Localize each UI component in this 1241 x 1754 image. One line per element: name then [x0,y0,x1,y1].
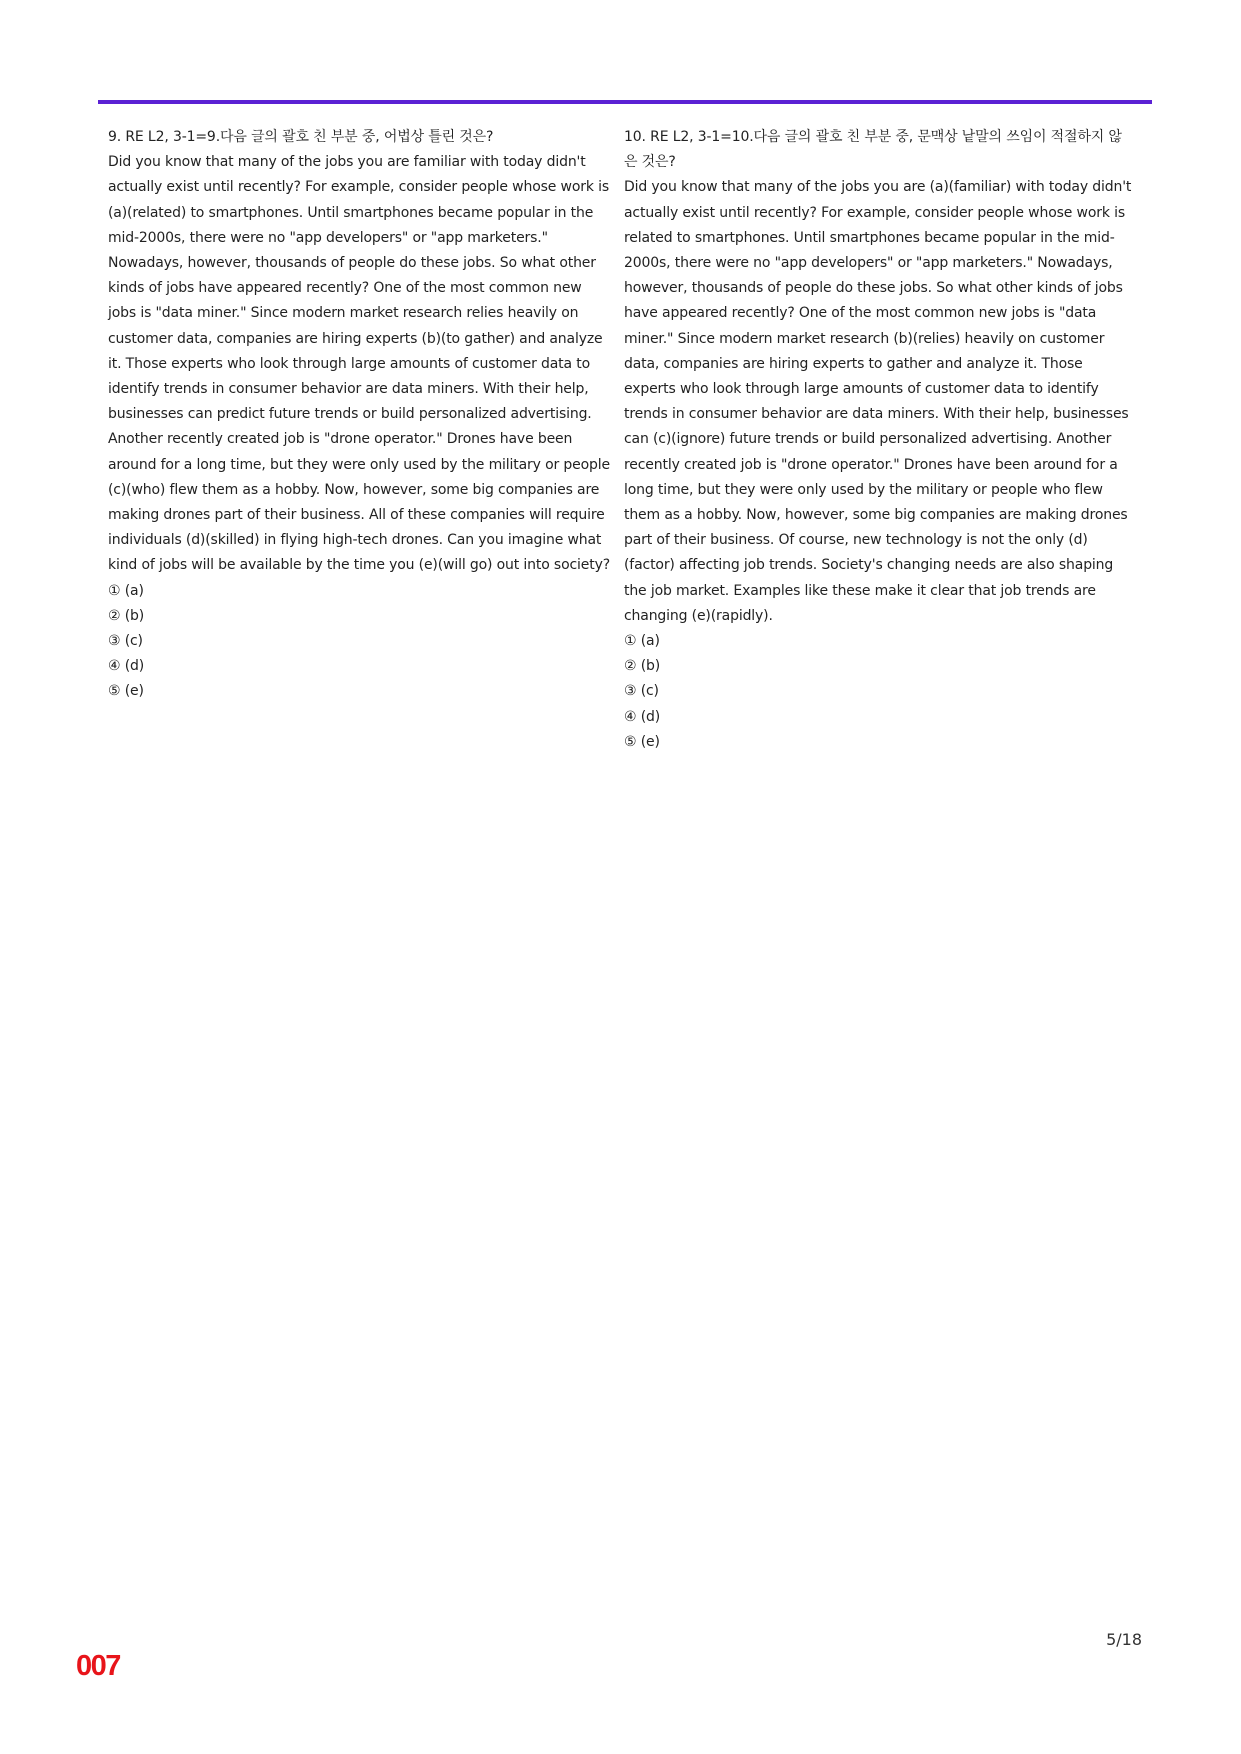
choice-option[interactable]: ④ (d) [108,658,145,675]
choice-option[interactable]: ① (a) [108,582,144,599]
question-9-choices [108,579,613,705]
question-10 [624,125,1134,755]
choice-option[interactable]: ① (a) [624,633,660,650]
choice-option[interactable]: ⑤ (e) [108,683,144,700]
question-10-passage: Did you know that many of the jobs you are (a)(familiar) with today didn't actually exist until recently? For example, consider people whose work is related to smartphones. Until smartphones became popular in the mid-2000s, there were no "app developers" or "app marketers." Nowadays, however, thousands of people do these jobs. So what other kinds of jobs have appeared recently? One of the most common new jobs is "data miner." Since modern market research (b)(relies) heavily on customer data, companies are hiring experts to gather and analyze it. Those experts who look through large amounts of customer data to identify trends in consumer behavior are data miners. With their help, businesses can (c)(ignore) future trends or build personalized advertising. Another recently created job is "drone operator." Drones have been around for a long time, but they were only used by the military or people who flew them as a hobby. Now, however, some big companies are making drones part of their business. Of course, new technology is not the only (d)(factor) affecting job trends. Society's changing needs are also shaping the job market. Examples like these make it clear that job trends are changing (e)(rapidly). [624,179,1132,624]
page-number: 5/18 [1106,1630,1142,1649]
question-9-passage: Did you know that many of the jobs you are familiar with today didn't actually exist until recently? For example, consider people whose work is (a)(related) to smartphones. Until smartphones became popular in the mid-2000s, there were no "app developers" or "app marketers." Nowadays, however, thousands of people do these jobs. So what other kinds of jobs have appeared recently? One of the most common new jobs is "data miner." Since modern market research relies heavily on customer data, companies are hiring experts (b)(to gather) and analyze it. Those experts who look through large amounts of customer data to identify trends in consumer behavior are data miners. With their help, businesses can predict future trends or build personalized advertising. Another recently created job is "drone operator." Drones have been around for a long time, but they were only used by the military or people (c)(who) flew them as a hobby. Now, however, some big companies are making drones part of their business. All of these companies will require individuals (d)(skilled) in flying high-tech drones. Can you imagine what kind of jobs will be available by the time you (e)(will go) out into society? [108,154,610,574]
choice-option[interactable]: ④ (d) [624,708,661,725]
footer-logo: 007 [76,1650,120,1682]
question-9 [108,125,613,705]
choice-option[interactable]: ③ (c) [624,683,659,700]
question-10-choices [624,629,1134,755]
top-divider [98,100,1152,104]
question-10-title: 10. RE L2, 3-1=10.다음 글의 괄호 친 부분 중, 문맥상 낱말의 쓰임이 적절하지 않은 것은? [624,129,1122,171]
question-9-title: 9. RE L2, 3-1=9.다음 글의 괄호 친 부분 중, 어법상 틀린 것은? [108,129,494,145]
choice-option[interactable]: ② (b) [624,658,661,675]
choice-option[interactable]: ② (b) [108,607,145,624]
choice-option[interactable]: ⑤ (e) [624,733,660,750]
choice-option[interactable]: ③ (c) [108,633,143,650]
